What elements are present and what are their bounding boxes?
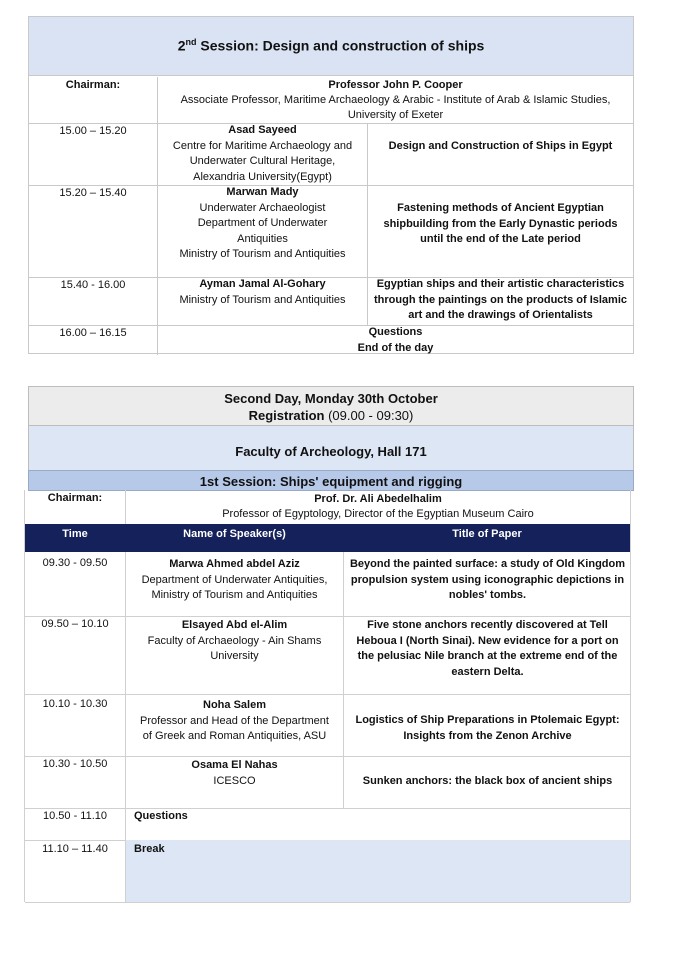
table-row — [25, 694, 630, 757]
row-time: 15.20 – 15.40 — [59, 187, 127, 199]
paper-title: Fastening methods of Ancient Egyptian — [397, 202, 604, 214]
row-time: 10.30 - 10.50 — [42, 758, 108, 770]
paper-title: through the paintings on the products of Islamic — [374, 293, 627, 306]
paper-title: art and the drawings of Orientalists — [408, 309, 593, 321]
chairman-affiliation-line1: Associate Professor, Maritime Archaeology & Arabic - Institute of Arab & Islamic Studies, — [180, 94, 611, 106]
speaker-affiliation: ICESCO — [213, 774, 256, 787]
paper-title: the pelusiac Nile branch at the extreme end of the — [357, 650, 618, 662]
table-row — [29, 185, 633, 278]
speaker-affiliation: Underwater Archaeologist — [199, 201, 326, 214]
chairman-description: Professor of Egyptology, Director of the Egyptian Museum Cairo — [222, 508, 534, 520]
table-row — [29, 277, 633, 326]
day2-chairman-row — [25, 490, 630, 525]
closing-end-of-day: End of the day — [357, 341, 434, 354]
paper-title: Insights from the Zenon Archive — [403, 729, 572, 742]
row-time: 15.40 - 16.00 — [60, 279, 126, 291]
paper-title: Five stone anchors recently discovered at Tell — [367, 619, 608, 631]
speaker-affiliation: Faculty of Archaeology - Ain Shams — [147, 634, 322, 647]
speaker-name: Ayman Jamal Al-Gohary — [199, 278, 326, 290]
registration-line: Registration (09.00 - 09:30) — [248, 408, 414, 423]
speaker-name: Noha Salem — [203, 699, 266, 711]
session1-title: 1st Session: Ships' equipment and rigging — [199, 474, 463, 489]
speaker-name: Marwan Mady — [226, 186, 299, 198]
paper-title: Design and Construction of Ships in Egypt — [388, 140, 613, 152]
day2-heading: Second Day, Monday 30th October — [224, 391, 438, 406]
row-time: 11.10 – 11.40 — [42, 843, 108, 855]
venue: Faculty of Archeology, Hall 171 — [235, 444, 427, 459]
table-row — [25, 616, 630, 695]
chairman-label: Chairman: — [65, 79, 121, 91]
paper-title: Heboua I (North Sinai). New evidence for a port on — [356, 634, 619, 647]
column-header-row — [25, 524, 630, 552]
paper-title: Egyptian ships and their artistic characteristics — [376, 278, 625, 290]
chairman-name: Professor John P. Cooper — [328, 79, 463, 91]
closing-questions: Questions — [368, 326, 423, 338]
speaker-affiliation: Centre for Maritime Archaeology and — [172, 139, 353, 152]
session2-chairman-row — [29, 77, 633, 124]
speaker-affiliation: Ministry of Tourism and Antiquities — [179, 248, 346, 260]
day2-table — [24, 490, 631, 902]
row-time: 15.00 – 15.20 — [59, 125, 127, 137]
chairman-name: Prof. Dr. Ali Abedelhalim — [314, 493, 442, 505]
paper-title: eastern Delta. — [451, 665, 524, 678]
day2-heading-band — [28, 386, 634, 426]
paper-title: Sunken anchors: the black box of ancient ships — [362, 775, 613, 787]
paper-title: until the end of the Late period — [420, 233, 581, 245]
speaker-name: Elsayed Abd el-Alim — [181, 619, 288, 631]
speaker-name: Marwa Ahmed abdel Aziz — [169, 558, 300, 570]
column-header-speaker: Name of Speaker(s) — [183, 528, 286, 540]
table-row — [29, 123, 633, 186]
chairman-affiliation-line2: University of Exeter — [347, 109, 444, 121]
paper-title: shipbuilding from the Early Dynastic periods — [383, 217, 618, 230]
questions-label: Questions — [134, 810, 188, 822]
table-row — [25, 756, 630, 809]
speaker-affiliation: Ministry of Tourism and Antiquities — [179, 293, 346, 306]
row-time: 09.30 - 09.50 — [42, 557, 108, 569]
table-row — [25, 552, 630, 617]
row-time: 09.50 – 10.10 — [41, 618, 109, 630]
row-time: 10.10 - 10.30 — [42, 698, 108, 710]
row-time: 10.50 - 11.10 — [42, 810, 107, 822]
break-label: Break — [134, 843, 165, 855]
venue-band — [28, 425, 634, 471]
session1-title-band — [28, 470, 634, 491]
session2-closing-row — [29, 325, 633, 355]
column-header-title: Title of Paper — [452, 528, 522, 540]
questions-row — [25, 808, 630, 841]
speaker-affiliation: Department of Underwater — [197, 217, 328, 229]
session2-header — [29, 17, 633, 76]
speaker-affiliation: Underwater Cultural Heritage, — [189, 155, 336, 167]
paper-title: propulsion system using iconographic depictions in — [350, 573, 625, 586]
break-row — [25, 840, 630, 903]
paper-title: Logistics of Ship Preparations in Ptolemaic Egypt: — [355, 714, 620, 726]
speaker-affiliation: University — [210, 650, 259, 662]
speaker-name: Asad Sayeed — [228, 124, 297, 136]
session2-title: 2nd Session: Design and construction of ships — [177, 37, 485, 54]
speaker-affiliation: Professor and Head of the Department — [140, 714, 329, 727]
row-time: 16.00 – 16.15 — [59, 327, 127, 339]
chairman-label: Chairman: — [47, 492, 103, 504]
paper-title: nobles' tombs. — [448, 589, 527, 601]
speaker-affiliation: Alexandria University(Egypt) — [193, 170, 332, 183]
paper-title: Beyond the painted surface: a study of Old Kingdom — [349, 558, 626, 570]
session2-table — [28, 16, 634, 354]
speaker-affiliation: Department of Underwater Antiquities, — [141, 573, 328, 586]
speaker-name: Osama El Nahas — [191, 759, 278, 771]
speaker-affiliation: Ministry of Tourism and Antiquities — [151, 589, 318, 601]
speaker-affiliation: Antiquities — [237, 232, 288, 245]
column-header-time: Time — [62, 528, 88, 540]
speaker-affiliation: of Greek and Roman Antiquities, ASU — [142, 730, 327, 742]
